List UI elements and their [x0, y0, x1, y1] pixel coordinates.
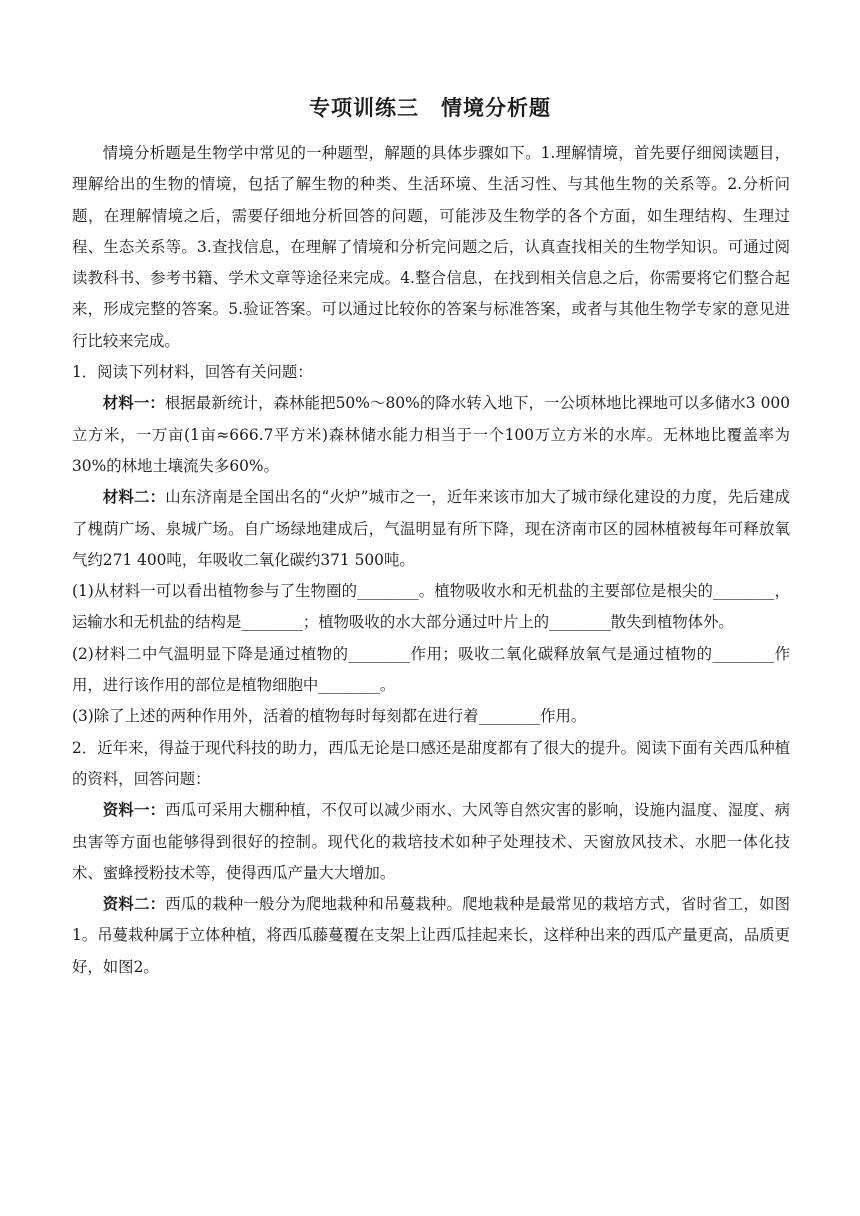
resource-2-label: 资料二： [102, 895, 166, 914]
resource-2-text: 西瓜的栽种一般分为爬地栽种和吊蔓栽种。爬地栽种是最常见的栽培方式，省时省工，如图1。吊蔓栽种属于立体种植，将西瓜藤蔓覆在支架上让西瓜挂起来长，这样种出来的西瓜产量更高，品质更好，如图2。 [72, 895, 790, 976]
material-2 [72, 482, 790, 576]
resource-1 [72, 795, 790, 889]
question-1-sub-3: (3)除了上述的两种作用外，活着的植物每时每刻都在进行着________作用。 [72, 707, 587, 726]
page-title: 专项训练三 情境分析题 [309, 96, 551, 120]
document-body [72, 138, 790, 983]
question-1-sub-1: (1)从材料一可以看出植物参与了生物圈的________。植物吸收水和无机盐的主要部位是根尖的________，运输水和无机盐的结构是________；植物吸收的水大部分通过叶片上的________散失到植物体外。 [72, 582, 790, 632]
resource-2 [72, 889, 790, 983]
material-2-text: 山东济南是全国出名的“火炉”城市之一，近年来该市加大了城市绿化建设的力度，先后建成了槐荫广场、泉城广场。自广场绿地建成后，气温明显有所下降，现在济南市区的园林植被每年可释放氧气约271 400吨，年吸收二氧化碳约371 500吨。 [72, 488, 790, 569]
intro-paragraph: 情境分析题是生物学中常见的一种题型，解题的具体步骤如下。1.理解情境，首先要仔细阅读题目，理解给出的生物的情境，包括了解生物的种类、生活环境、生活习性、与其他生物的关系等。2.分析问题，在理解情境之后，需要仔细地分析回答的问题，可能涉及生物学的各个方面，如生理结构、生理过程、生态关系等。3.查找信息，在理解了情境和分析完问题之后，认真查找相关的生物学知识。可通过阅读教科书、参考书籍、学术文章等途径来完成。4.整合信息，在找到相关信息之后，你需要将它们整合起来，形成完整的答案。5.验证答案。可以通过比较你的答案与标准答案，或者与其他生物学专家的意见进行比较来完成。 [72, 144, 790, 350]
material-1 [72, 388, 790, 482]
material-2-label: 材料二： [102, 488, 166, 507]
question-1-sub-2: (2)材料二中气温明显下降是通过植物的________作用；吸收二氧化碳释放氧气是通过植物的________作用，进行该作用的部位是植物细胞中________。 [72, 644, 790, 695]
question-2-stem: 2．近年来，得益于现代科技的助力，西瓜无论是口感还是甜度都有了很大的提升。阅读下面有关西瓜种植的资料，回答问题： [72, 738, 790, 788]
resource-1-text: 西瓜可采用大棚种植，不仅可以减少雨水、大风等自然灾害的影响，设施内温度、湿度、病虫害等方面也能够得到很好的控制。现代化的栽培技术如种子处理技术、天窗放风技术、水肥一体化技术、蜜蜂授粉技术等，使得西瓜产量大大增加。 [72, 801, 790, 882]
material-1-text: 根据最新统计，森林能把50%～80%的降水转入地下，一公顷林地比裸地可以多储水3 000立方米，一万亩(1亩≈666.7平方米)森林储水能力相当于一个100万立方米的水库。无林地比覆盖率为30%的林地土壤流失多60%。 [72, 394, 790, 475]
resource-1-label: 资料一： [102, 801, 166, 820]
question-1-stem: 1．阅读下列材料，回答有关问题： [72, 363, 313, 382]
material-1-label: 材料一： [102, 394, 165, 413]
